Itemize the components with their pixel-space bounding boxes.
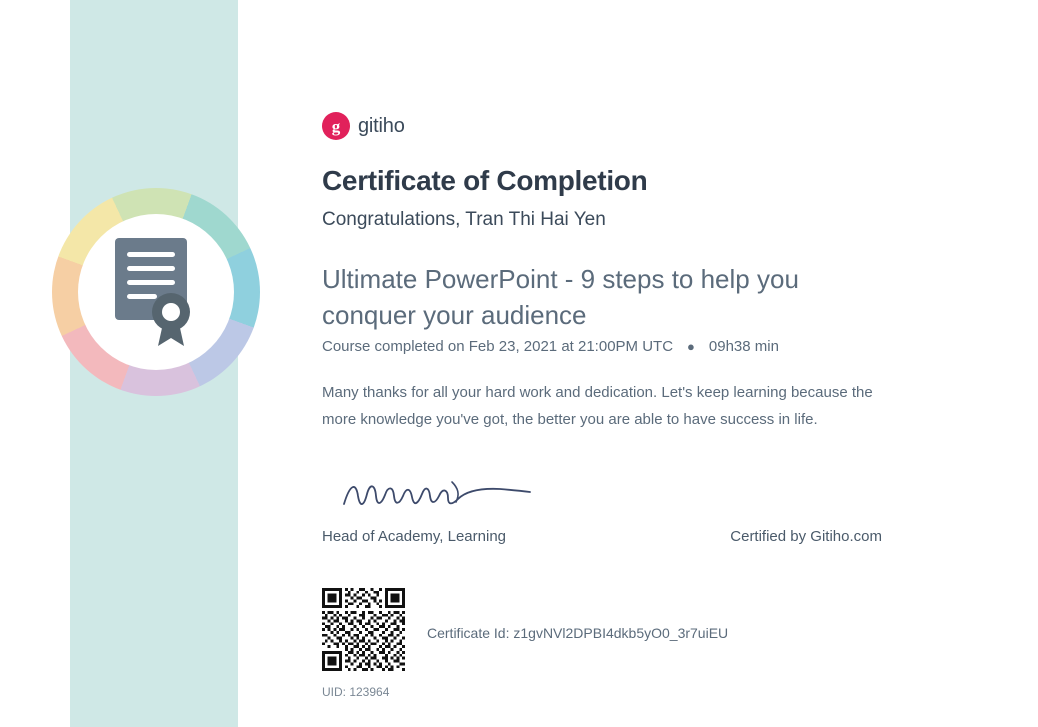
certificate-content	[322, 0, 982, 727]
signature-row	[322, 528, 882, 545]
certificate-seal	[52, 188, 260, 396]
congratulations-line: Congratulations, Tran Thi Hai Yen	[322, 209, 606, 230]
brand-logo	[322, 112, 405, 140]
meta-separator-dot: ●	[687, 339, 695, 354]
thank-you-message: Many thanks for all your hard work and dedication. Let's keep learning because the more knowledge you've got, the better you are able to have success in life.	[322, 384, 873, 428]
uid-label: UID: 123964	[322, 685, 390, 699]
gitiho-logo-icon: g	[322, 112, 350, 140]
certificate-seal-icon	[105, 238, 207, 346]
brand-name: gitiho	[358, 114, 405, 137]
course-duration: 09h38 min	[708, 338, 779, 355]
signatory-role: Head of Academy, Learning	[322, 528, 507, 545]
certified-by: Certified by Gitiho.com	[730, 528, 882, 545]
certificate-id: Certificate Id: z1gvNVl2DPBI4dkb5yO0_3r7uiEU	[427, 625, 729, 641]
completion-date: Course completed on Feb 23, 2021 at 21:00PM UTC	[322, 338, 674, 355]
course-title: Ultimate PowerPoint - 9 steps to help you conquer your audience	[322, 264, 799, 330]
qr-code	[322, 588, 405, 671]
page-title: Certificate of Completion	[322, 165, 648, 196]
completion-meta	[322, 338, 779, 355]
handwritten-signature	[340, 474, 540, 514]
